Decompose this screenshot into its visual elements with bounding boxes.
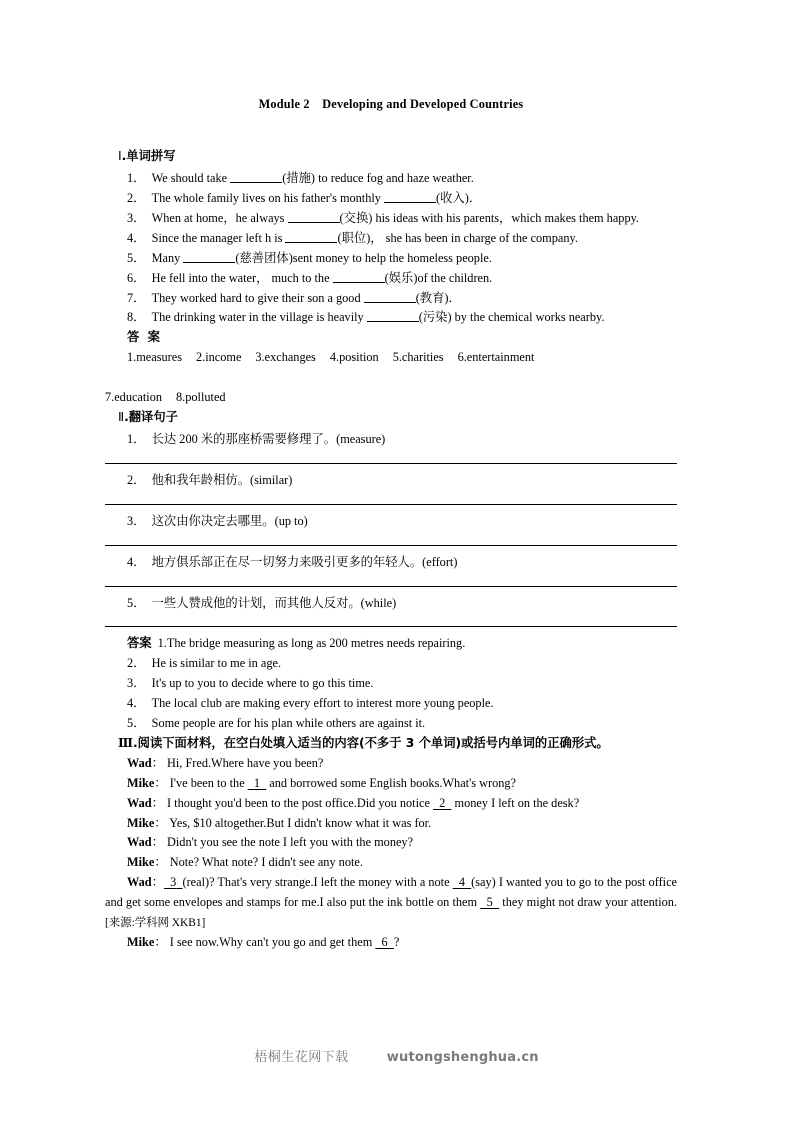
dialogue-line — [105, 794, 677, 814]
answer-write-line[interactable] — [105, 504, 677, 505]
dialogue-text: they might not draw your attention. — [499, 895, 678, 910]
translation-answer — [105, 634, 677, 654]
dialogue-line — [105, 774, 677, 794]
item-number: 2． — [127, 191, 152, 206]
translation-answer — [105, 694, 677, 714]
dialogue-text: I thought you'd been to the post office.Did you notice — [163, 795, 433, 810]
answer-entry: 3.exchanges — [255, 350, 316, 365]
section-1-answer-key — [105, 328, 677, 408]
item-text: We should take — [151, 171, 231, 186]
answer-blank[interactable] — [364, 290, 416, 303]
item-text: 这次由你决定去哪里。 — [151, 513, 275, 528]
section-2-answer-key — [105, 634, 677, 734]
watermark-site-name: 梧桐生花网下载 — [254, 1050, 349, 1065]
dialogue-colon: ： — [151, 875, 164, 890]
answer-write-line[interactable] — [105, 463, 677, 464]
spelling-item — [105, 308, 677, 328]
translation-answer — [105, 714, 677, 734]
item-hint: (污染) — [418, 310, 452, 325]
section-3-heading — [105, 734, 677, 754]
dialogue-text: money I left on the desk? — [451, 795, 580, 810]
dialogue-colon: ： — [154, 855, 167, 870]
dialogue-speaker: Mike — [127, 855, 155, 870]
dialogue-speaker: Mike — [127, 815, 155, 830]
dialogue-colon: ： — [154, 815, 167, 830]
dialogue-colon: ： — [151, 835, 164, 850]
item-number: 7． — [127, 290, 152, 305]
dialogue-colon: ： — [154, 775, 167, 790]
footer-watermark — [0, 1046, 793, 1065]
dialogue-line — [105, 754, 677, 774]
answer-write-line[interactable] — [105, 586, 677, 587]
dialogue-line — [105, 814, 677, 834]
answer-entry: 5.charities — [392, 350, 444, 365]
answer-entry: 4.position — [329, 350, 379, 365]
section-2-heading — [105, 408, 677, 428]
spelling-item — [105, 229, 677, 249]
item-number: 4． — [127, 230, 152, 245]
dialogue-text: and borrowed some English books.What's wrong? — [266, 775, 517, 790]
dialogue-text: I see now.Why can't you go and get them — [166, 935, 376, 950]
numbered-blank[interactable]: 3 — [170, 875, 177, 890]
dialogue-colon: ： — [154, 935, 167, 950]
dialogue-speaker: Mike — [127, 935, 155, 950]
item-number: 3． — [127, 513, 152, 528]
item-number: 5． — [127, 250, 152, 265]
numbered-blank[interactable]: 6 — [381, 935, 388, 950]
item-hint: (慈善团体) — [235, 250, 293, 265]
item-text: 长达 200 米的那座桥需要修理了。 — [151, 431, 337, 446]
page-title: Module 2 Developing and Developed Countries — [258, 97, 524, 111]
spelling-item — [105, 289, 677, 309]
answer-text: The local club are making every effort to interest more young people. — [151, 696, 494, 711]
dialogue-speaker: Wad — [127, 835, 152, 850]
dialogue-text: Hi, Fred.Where have you been? — [163, 755, 324, 770]
answer-text: 1.The bridge measuring as long as 200 metres needs repairing. — [157, 636, 466, 651]
item-text: The whole family lives on his father's monthly — [151, 191, 385, 206]
section-2-title: .翻译句子 — [124, 409, 178, 424]
translation-answer — [105, 674, 677, 694]
section-1-heading — [105, 147, 677, 167]
item-number: 4． — [127, 554, 152, 569]
item-cue: (similar) — [250, 472, 293, 487]
item-text: 他和我年龄相仿。 — [151, 472, 250, 487]
source-tag: [来源:学科网 XKB1] — [105, 915, 206, 930]
item-text-tail: of the children. — [417, 270, 493, 285]
section-1-item-list — [105, 169, 677, 328]
answer-key-label: 答 案 — [127, 330, 162, 345]
section-2-numeral: Ⅱ — [118, 409, 125, 424]
dialogue-line — [105, 873, 677, 933]
answer-key-label: 答案 — [127, 636, 152, 651]
spelling-item — [105, 209, 677, 229]
item-text: Since the manager left h is — [151, 230, 286, 245]
spelling-item — [105, 269, 677, 289]
answer-write-line[interactable] — [105, 626, 677, 627]
item-number: 1． — [127, 431, 152, 446]
item-number: 2． — [127, 472, 152, 487]
dialogue-speaker: Wad — [127, 755, 152, 770]
item-text: The drinking water in the village is heavily — [151, 310, 367, 325]
answer-write-line[interactable] — [105, 545, 677, 546]
watermark-url: wutongshenghua.cn — [386, 1050, 539, 1065]
item-text: They worked hard to give their son a good — [151, 290, 364, 305]
section-1-numeral: Ⅰ — [118, 149, 122, 164]
dialogue-line — [105, 833, 677, 853]
item-number: 8． — [127, 310, 152, 325]
dialogue-text: (real)? That's very strange.I left the money with a note — [182, 875, 453, 890]
dialogue-text: Didn't you see the note I left you with the money? — [163, 835, 414, 850]
answer-entry: 8.polluted — [176, 390, 226, 405]
translation-answer — [105, 654, 677, 674]
answer-blank[interactable] — [230, 170, 282, 183]
item-text: 地方俱乐部正在尽一切努力来吸引更多的年轻人。 — [151, 554, 423, 569]
spelling-item — [105, 189, 677, 209]
numbered-blank[interactable]: 2 — [439, 795, 446, 810]
spelling-item — [105, 169, 677, 189]
item-text-tail: his ideas with his parents，which makes them happy. — [372, 210, 640, 225]
answer-text: He is similar to me in age. — [151, 656, 282, 671]
dialogue-text: ? — [393, 935, 400, 950]
item-cue: (while) — [360, 595, 397, 610]
item-hint: (收入) — [436, 191, 469, 206]
section-3-numeral: Ⅲ — [118, 735, 133, 750]
item-hint: (职位) — [337, 230, 371, 245]
dialogue-speaker: Wad — [127, 795, 152, 810]
item-text-tail: sent money to help the homeless people. — [292, 250, 492, 265]
item-text: 一些人赞成他的计划，而其他人反对。 — [151, 595, 361, 610]
translation-item — [105, 512, 677, 532]
item-text-tail: ． — [448, 290, 461, 305]
dialogue-list — [105, 754, 677, 953]
numbered-blank[interactable]: 5 — [486, 895, 493, 910]
dialogue-text: I've been to the — [166, 775, 248, 790]
answer-blank[interactable] — [384, 190, 436, 203]
dialogue-line — [105, 853, 677, 873]
item-hint: (教育) — [415, 290, 449, 305]
item-number: 2． — [127, 656, 152, 671]
item-hint: (措施) — [282, 171, 316, 186]
item-number: 1． — [127, 171, 152, 186]
item-hint: (娱乐) — [384, 270, 418, 285]
page-content — [105, 96, 677, 953]
numbered-blank[interactable]: 4 — [458, 875, 465, 890]
dialogue-speaker: Mike — [127, 775, 155, 790]
item-text-tail: by the chemical works nearby. — [451, 310, 605, 325]
dialogue-text: Note? What note? I didn't see any note. — [166, 855, 363, 870]
item-text-tail: to reduce fog and haze weather. — [315, 171, 474, 186]
answer-text: Some people are for his plan while others are against it. — [151, 716, 426, 731]
item-cue: (measure) — [336, 431, 386, 446]
answer-blank[interactable] — [285, 230, 337, 243]
item-number: 6． — [127, 270, 152, 285]
dialogue-speaker: Wad — [127, 875, 152, 890]
dialogue-line — [105, 933, 677, 953]
dialogue-text: (say) I wanted you to go to the post office and get some envelopes and stamps for me.I also put the ink bottle on them — [105, 875, 677, 910]
item-text: Many — [151, 250, 184, 265]
item-text-tail: ． — [468, 191, 482, 206]
section-1-title: .单词拼写 — [121, 149, 176, 164]
item-number: 5． — [127, 595, 152, 610]
answer-blank[interactable] — [367, 310, 419, 323]
dialogue-colon: ： — [151, 755, 164, 770]
spelling-item — [105, 249, 677, 269]
answer-entry: 6.entertainment — [457, 350, 535, 365]
dialogue-colon: ： — [151, 795, 164, 810]
item-number: 3． — [127, 676, 152, 691]
dialogue-text: Yes, $10 altogether.But I didn't know what it was for. — [166, 815, 432, 830]
translation-item — [105, 553, 677, 573]
numbered-blank[interactable]: 1 — [253, 775, 261, 790]
section-2-item-list — [105, 430, 677, 628]
answer-entry: 1.measures — [127, 350, 182, 365]
item-text: When at home，he always — [151, 210, 288, 225]
item-number: 3． — [127, 210, 152, 225]
section-3-title: .阅读下面材料，在空白处填入适当的内容(不多于 3 个单词)或括号内单词的正确形式。 — [132, 735, 609, 750]
answer-text: It's up to you to decide where to go this time. — [151, 676, 374, 691]
item-text: He fell into the water， much to the — [151, 270, 333, 285]
answer-blank[interactable] — [183, 250, 235, 263]
answer-entry: 2.income — [195, 350, 242, 365]
item-cue: (up to) — [274, 513, 308, 528]
item-number: 4． — [127, 696, 152, 711]
item-cue: (effort) — [422, 554, 458, 569]
answer-entry: 7.education — [105, 390, 163, 405]
item-number: 5． — [127, 716, 152, 731]
answer-blank[interactable] — [288, 210, 340, 223]
item-hint: (交换) — [339, 210, 373, 225]
translation-item — [105, 594, 677, 614]
translation-item — [105, 430, 677, 450]
translation-item — [105, 471, 677, 491]
item-text-tail: ， she has been in charge of the company. — [370, 230, 578, 245]
answer-blank[interactable] — [333, 270, 385, 283]
